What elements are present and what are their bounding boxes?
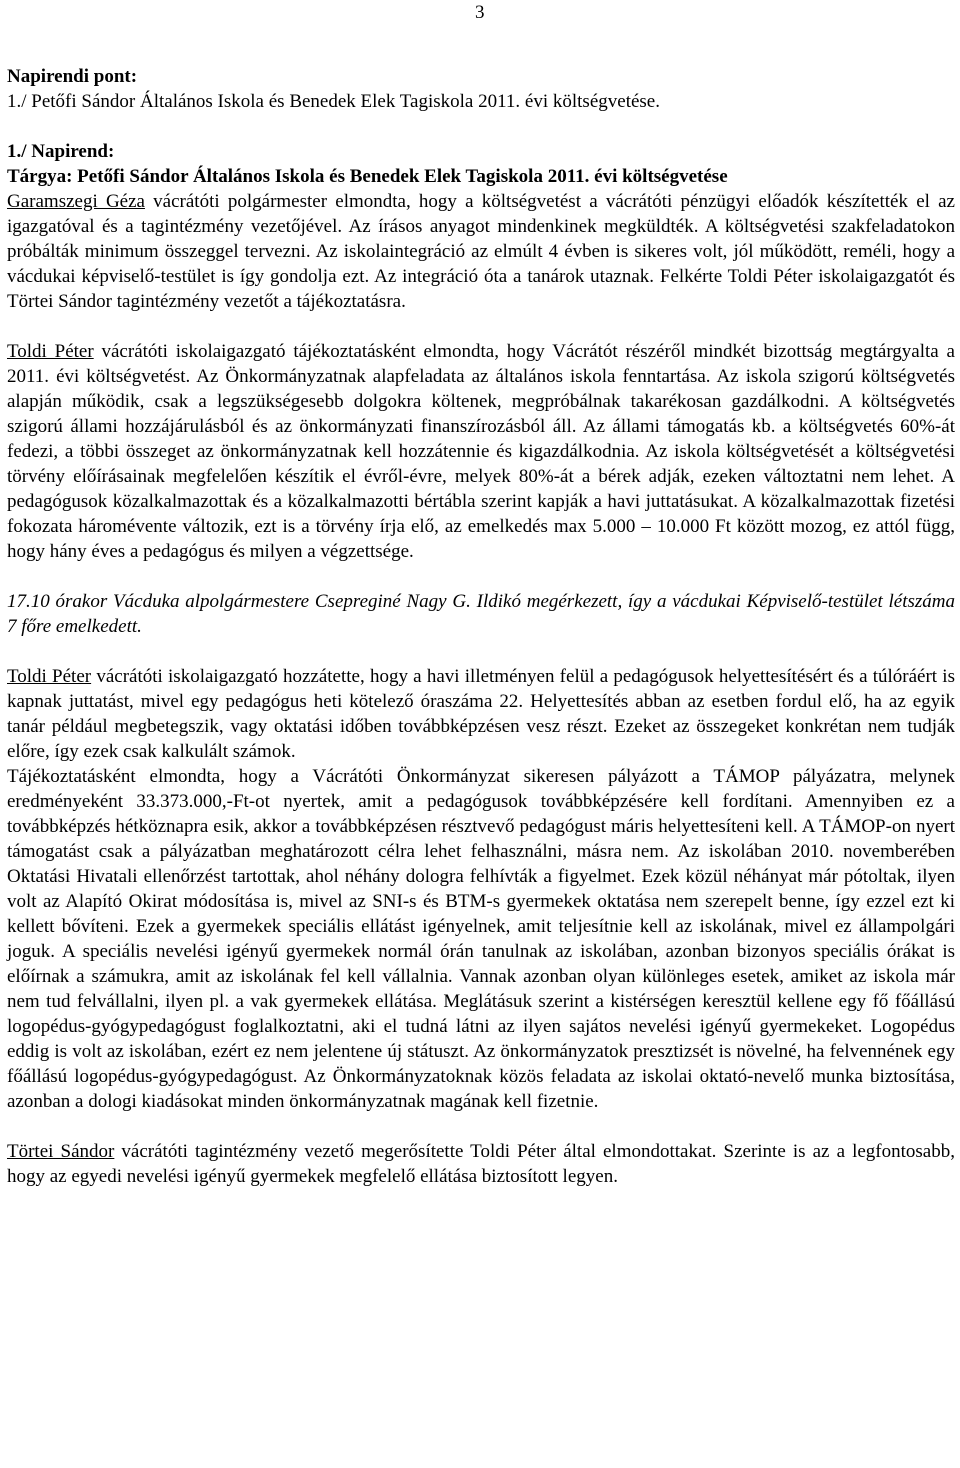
- paragraph-text: vácrátóti polgármester elmondta, hogy a költségvetést a vácrátóti pénzügyi előadók készítették el az igazgatóval és a tagintézmény vezetőjével. Az írásos anyagot mindenkinek megküldték. A költségvetési szakfeladatokon próbálták minimum összeggel tervezni. Az iskolaintegráció az elmúlt 4 évben is sikeres volt, jól működött, reméli, hogy a vácdukai képviselő-testület is így gondolja ezt. Az integráció óta a tanárok utaznak. Felkérte Toldi Péter iskolaigazgatót és Törtei Sándor tagintézmény vezetőt a tájékoztatásra.: [7, 191, 955, 312]
- agenda-label: [7, 64, 955, 89]
- speaker-name: Toldi Péter: [7, 666, 92, 687]
- item-number: 1./ Napirend:: [7, 141, 115, 162]
- agenda-label-text: Napirendi pont:: [7, 66, 138, 87]
- paragraph-toldi-2: [7, 664, 955, 764]
- speaker-name: Toldi Péter: [7, 341, 94, 362]
- speaker-name: Garamszegi Géza: [7, 191, 145, 212]
- page-number: 3: [475, 2, 485, 23]
- speaker-name: Törtei Sándor: [7, 1141, 115, 1162]
- paragraph-text: vácrátóti tagintézmény vezető megerősítette Toldi Péter által elmondottakat. Szerinte is az a legfontosabb, hogy az egyedi nevelési igényű gyermekek megfelelő ellátása biztosított legyen.: [7, 1141, 955, 1187]
- document-body: [7, 64, 955, 1189]
- paragraph-tajekoztatas: Tájékoztatásként elmondta, hogy a Vácrátóti Önkormányzat sikeresen pályázott a TÁMOP pályázatra, melynek eredményeként 33.373.000,-Ft-ot nyertek, amit a pedagógusok továbbképzésére kell fordítani. Amennyiben ez a továbbképzés hétköznapra esik, akkor a továbbképzésen résztvevő pedagógust máris helyettesíteni kell. A TÁMOP-on nyert támogatást csak a pályázatban meghatározott célra lehet felhasználni, másra nem. Az iskolában 2010. novemberében Oktatási Hivatali ellenőrzést tartottak, ahol néhány dologra felhívták a figyelmet. Ezek közül néhányat már pótoltak, ilyen volt az Alapító Okirat módosítása is, mivel az SNI-s és BTM-s gyermekek oktatása nem szerepelt benne, így ezzel ezt ki kellett bővíteni. Ezek a gyermekek speciális ellátást igényelnek, amit teljesítnie kell az iskolának, mivel ez állampolgári joguk. A speciális nevelési igényű gyermekek normál órán tanulnak az iskolában, azonban bizonyos speciális órákat is előírnak a számukra, amit az iskolának fel kell vállalnia. Vannak azonban olyan különleges esetek, amiket az iskola már nem tud felvállalni, ilyen pl. a vak gyermekek ellátása. Meglátásuk szerint a kistérségen keresztül kellene egy fő főállású logopédus-gyógypedagógust foglalkoztatni, aki el tudná látni az ilyen sajátos nevelési igényű gyermekeket. Logopédus eddig is volt az iskolában, ezért ez nem jelentene új státuszt. Az önkormányzatok presztizsét is növelné, ha felvennének egy főállású logopédus-gyógypedagógust. Az Önkormányzatoknak közös feladata az iskolai oktató-nevelő munka biztosítása, azonban a dologi kiadásokat minden önkormányzatnak magának kell fizetnie.: [7, 766, 955, 1112]
- paragraph-toldi-1: [7, 339, 955, 564]
- arrival-note: 17.10 órakor Vácduka alpolgármestere Csepreginé Nagy G. Ildikó megérkezett, így a vácdukai Képviselő-testület létszáma 7 főre emelkedett.: [7, 591, 955, 637]
- paragraph-garamszegi: [7, 189, 955, 314]
- agenda-item: 1./ Petőfi Sándor Általános Iskola és Benedek Elek Tagiskola 2011. évi költségvetése.: [7, 91, 660, 112]
- paragraph-tortei: [7, 1139, 955, 1189]
- paragraph-text: vácrátóti iskolaigazgató hozzátette, hogy a havi illetményen felül a pedagógusok helyettesítésért és a túlóráért is kapnak juttatást, mivel egy pedagógus heti kötelező óraszáma 22. Helyettesítés abban az esetben fordul elő, ha az egyik tanár például megbetegszik, vagy oktatási időben továbbképzésen vesz részt. Ezeket az összegeket konkrétan nem tudják előre, így ezek csak kalkulált számok.: [7, 666, 955, 762]
- paragraph-text: vácrátóti iskolaigazgató tájékoztatásként elmondta, hogy Vácrátót részéről mindkét bizottság megtárgyalta a 2011. évi költségvetést. Az Önkormányzatnak alapfeladata az általános iskola fenntartása. Az iskola szigorú költségvetés alapján működik, csak a legszükségesebb dolgokra költenek, megpróbálnak takarékosan gazdálkodni. A költségvetés szigorú állami hozzájárulásból és az önkormányzati finanszírozásból áll. Az állami támogatás kb. a költségvetés 60%-át fedezi, a többi összeget az önkormányzatnak kell hozzátennie és kigazdálkodnia. Az iskola költségvetését a költségvetési törvény előírásainak megfelelően készítik el évről-évre, melyek 80%-át a bérek adják, ezeken változtatni nem lehet. A pedagógusok közalkalmazottak és a közalkalmazotti bértábla szerint kapják a havi juttatásukat. A közalkalmazottak fizetési fokozata háromévente változik, ezt is a törvény írja elő, az emelkedés max 5.000 – 10.000 Ft között mozog, ez attól függ, hogy hány éves a pedagógus és milyen a végzettsége.: [7, 341, 955, 562]
- item-subject: Tárgya: Petőfi Sándor Általános Iskola és Benedek Elek Tagiskola 2011. évi költségvetése: [7, 166, 728, 187]
